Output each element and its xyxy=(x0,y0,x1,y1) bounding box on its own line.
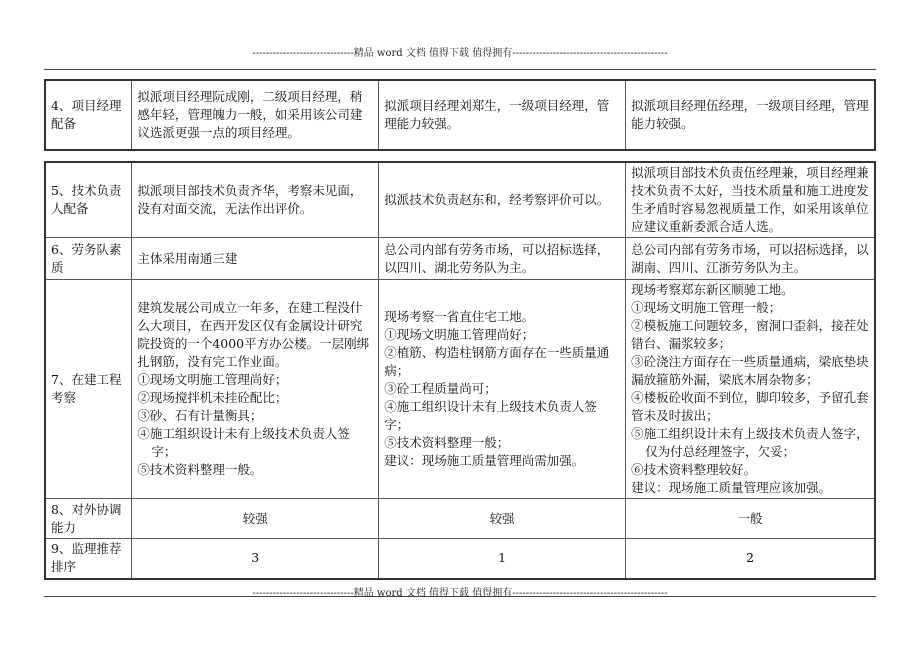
table-section-4 xyxy=(44,79,876,151)
row-9-label: 9、监理推荐排序 xyxy=(45,539,132,579)
row-8-company-b: 较强 xyxy=(379,499,626,539)
row-8-company-c: 一般 xyxy=(626,499,875,539)
row-7-company-b xyxy=(379,280,626,499)
row-7-a-item-5: ⑤技术资料整理一般。 xyxy=(137,462,263,477)
row-7-c-item-1: ①现场文明施工管理一般； xyxy=(631,300,782,315)
row-4-company-b: 拟派项目经理刘郑生，一级项目经理，管理能力较强。 xyxy=(379,80,626,150)
header-rule xyxy=(44,69,876,70)
row-7-b-item-4: ④施工组织设计未有上级技术负责人签字； xyxy=(384,399,597,432)
row-7-b-item-1: ①现场文明施工管理尚好； xyxy=(384,327,535,342)
row-5-company-b: 拟派技术负责赵东和，经考察评价可以。 xyxy=(379,162,626,238)
row-7-b-item-2: ②植筋、构造柱钢筋方面存在一些质量通病； xyxy=(384,345,610,378)
row-7-a-item-4: ④施工组织设计未有上级技术负责人签 xyxy=(137,426,350,441)
row-5-company-c: 拟派项目部技术负责伍经理兼，项目经理兼技术负责不太好，当技术质量和施工进度发生矛盾时容易忽视质量工作，如采用该单位应建议重新委派合适人选。 xyxy=(626,162,875,238)
row-6-company-a: 主体采用南通三建 xyxy=(132,238,379,280)
row-7-c-item-6: ⑥技术资料整理较好。 xyxy=(631,462,757,477)
row-7-company-a xyxy=(132,280,379,499)
row-7-b-item-5: ⑤技术资料整理一般； xyxy=(384,435,510,450)
row-7-company-c xyxy=(626,280,875,499)
row-7-c-intro: 现场考察郑东新区顺驰工地。 xyxy=(631,282,794,297)
row-7-c-item-3: ③砼浇注方面存在一些质量通病，梁底垫块漏放箍筋外漏，梁底木屑杂物多； xyxy=(631,354,869,387)
row-6-label: 6、劳务队素质 xyxy=(45,238,132,280)
row-4-company-c: 拟派项目经理伍经理，一级项目经理，管理能力较强。 xyxy=(626,80,875,150)
page-header-banner: ------------------------------精品 word 文档 值得下载 值得拥有---------------------------------------------- xyxy=(252,48,668,59)
row-7-c-item-5-cont: 仅为付总经理签字，欠妥； xyxy=(645,444,796,459)
row-9-company-b: 1 xyxy=(379,539,626,579)
row-7-a-item-1: ①现场文明施工管理尚好； xyxy=(137,372,288,387)
row-8-label: 8、对外协调能力 xyxy=(45,499,132,539)
row-7-a-intro: 建筑发展公司成立一年多，在建工程没什么大项目，在西开发区仅有金属设计研究院投资的一个4000平方办公楼。一层刚绑扎钢筋，没有完工作业面。 xyxy=(137,300,370,369)
row-9-company-c: 2 xyxy=(626,539,875,579)
table-row-6 xyxy=(45,238,875,280)
page-footer-banner: ------------------------------精品 word 文档 值得下载 值得拥有---------------------------------------------- xyxy=(252,588,668,599)
row-5-company-a: 拟派项目部技术负责齐华，考察未见面，没有对面交流，无法作出评价。 xyxy=(132,162,379,238)
row-4-company-a: 拟派项目经理阮成刚，二级项目经理，稍感年轻，管理魄力一般，如采用该公司建议选派更强一点的项目经理。 xyxy=(132,80,379,150)
row-7-c-advice: 建议：现场施工质量管理应该加强。 xyxy=(631,480,832,495)
row-7-a-item-4-cont: 字； xyxy=(151,444,177,459)
row-8-company-a: 较强 xyxy=(132,499,379,539)
row-6-company-b: 总公司内部有劳务市场，可以招标选择，以四川、湖北劳务队为主。 xyxy=(379,238,626,280)
row-7-b-advice: 建议：现场施工质量管理尚需加强。 xyxy=(384,453,585,468)
row-7-c-item-5: ⑤施工组织设计未有上级技术负责人签字， xyxy=(631,426,869,441)
row-7-label: 7、在建工程考察 xyxy=(45,280,132,499)
row-7-a-item-3: ③砂、石有计量衡具； xyxy=(137,408,263,423)
row-7-c-item-4: ④楼板砼收面不到位，脚印较多，予留孔套管未及时拔出； xyxy=(631,390,869,423)
table-row-9 xyxy=(45,539,875,579)
row-9-company-a: 3 xyxy=(132,539,379,579)
row-6-company-c: 总公司内部有劳务市场，可以招标选择，以湖南、四川、江浙劳务队为主。 xyxy=(626,238,875,280)
row-7-b-intro: 现场考察一省直住宅工地。 xyxy=(384,309,535,324)
table-row-7 xyxy=(45,280,875,499)
table-row-8 xyxy=(45,499,875,539)
table-section-5-9 xyxy=(44,161,876,580)
table-row-4 xyxy=(45,80,875,150)
row-5-label: 5、技术负责人配备 xyxy=(45,162,132,238)
row-7-b-item-3: ③砼工程质量尚可； xyxy=(384,381,497,396)
row-4-label: 4、项目经理配备 xyxy=(45,80,132,150)
row-7-c-item-2: ②模板施工问题较多，窗洞口歪斜，接茬处错台、漏浆较多； xyxy=(631,318,869,351)
table-row-5 xyxy=(45,162,875,238)
row-7-a-item-2: ②现场搅拌机未挂砼配比； xyxy=(137,390,288,405)
